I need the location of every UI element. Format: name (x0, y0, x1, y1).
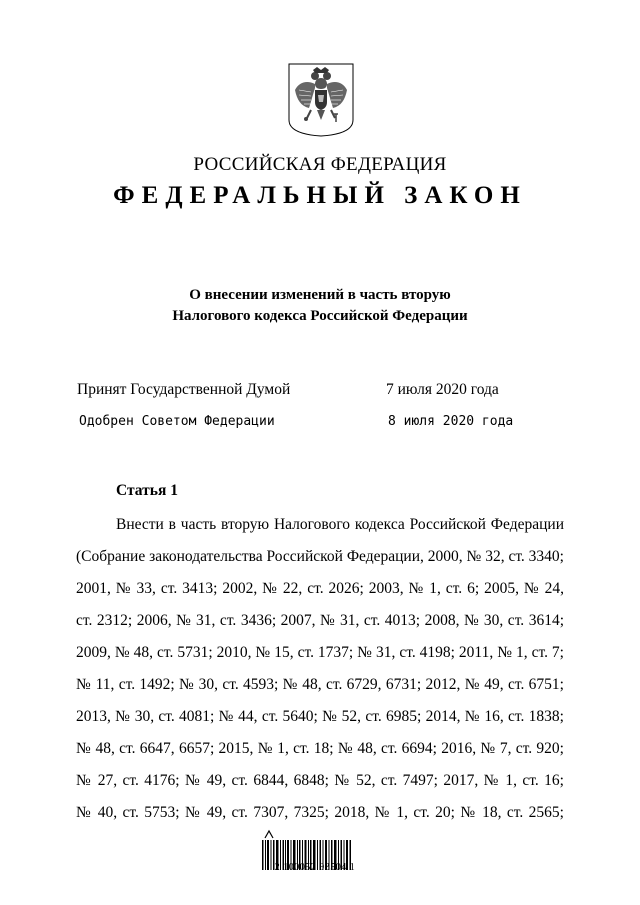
law-title-line-2: Налогового кодекса Российской Федерации (172, 308, 468, 324)
article-line: № 11, ст. 1492; № 30, ст. 4593; № 48, ст. 6729, 6731; 2012, № 49, ст. 6751; (76, 676, 564, 693)
approved-by-council-label: Одобрен Советом Федерации (79, 414, 275, 429)
article-line: Внести в часть вторую Налогового кодекса Российской Федерации (116, 516, 564, 533)
article-line: № 27, ст. 4176; № 49, ст. 6844, 6848; № 52, ст. 7497; 2017, № 1, ст. 16; (76, 772, 564, 789)
law-type-heading: ФЕДЕРАЛЬНЫЙ ЗАКОН (113, 182, 527, 209)
article-line: 2001, № 33, ст. 3413; 2002, № 22, ст. 2026; 2003, № 1, ст. 6; 2005, № 24, (76, 580, 564, 597)
article-line: № 48, ст. 6647, 6657; 2015, № 1, ст. 18; № 48, ст. 6694; 2016, № 7, ст. 920; (76, 740, 564, 757)
article-line: 2013, № 30, ст. 4081; № 44, ст. 5640; № 52, ст. 6985; 2014, № 16, ст. 1838; (76, 708, 564, 725)
adopted-by-duma-date: 7 июля 2020 года (386, 381, 499, 398)
barcode-number: 2 100052 93504 1 (274, 862, 356, 873)
article-body (76, 515, 564, 835)
article-line: ст. 2312; 2006, № 31, ст. 3436; 2007, № 31, ст. 4013; 2008, № 30, ст. 3614; (76, 612, 564, 629)
country-name: РОССИЙСКАЯ ФЕДЕРАЦИЯ (193, 154, 447, 175)
article-line: 2009, № 48, ст. 5731; 2010, № 15, ст. 1737; № 31, ст. 4198; 2011, № 1, ст. 7; (76, 644, 564, 661)
article-heading: Статья 1 (116, 482, 178, 499)
coat-of-arms-emblem (287, 62, 355, 138)
article-line: (Собрание законодательства Российской Федерации, 2000, № 32, ст. 3340; (76, 548, 564, 565)
scan-marker-icon (264, 829, 274, 839)
adopted-by-duma-label: Принят Государственной Думой (77, 381, 291, 398)
article-line: № 40, ст. 5753; № 49, ст. 7307, 7325; 2018, № 1, ст. 20; № 18, ст. 2565; (76, 804, 564, 821)
law-title-line-1: О внесении изменений в часть вторую (189, 287, 451, 303)
law-title (0, 285, 640, 327)
approved-by-council-date: 8 июля 2020 года (388, 414, 514, 429)
